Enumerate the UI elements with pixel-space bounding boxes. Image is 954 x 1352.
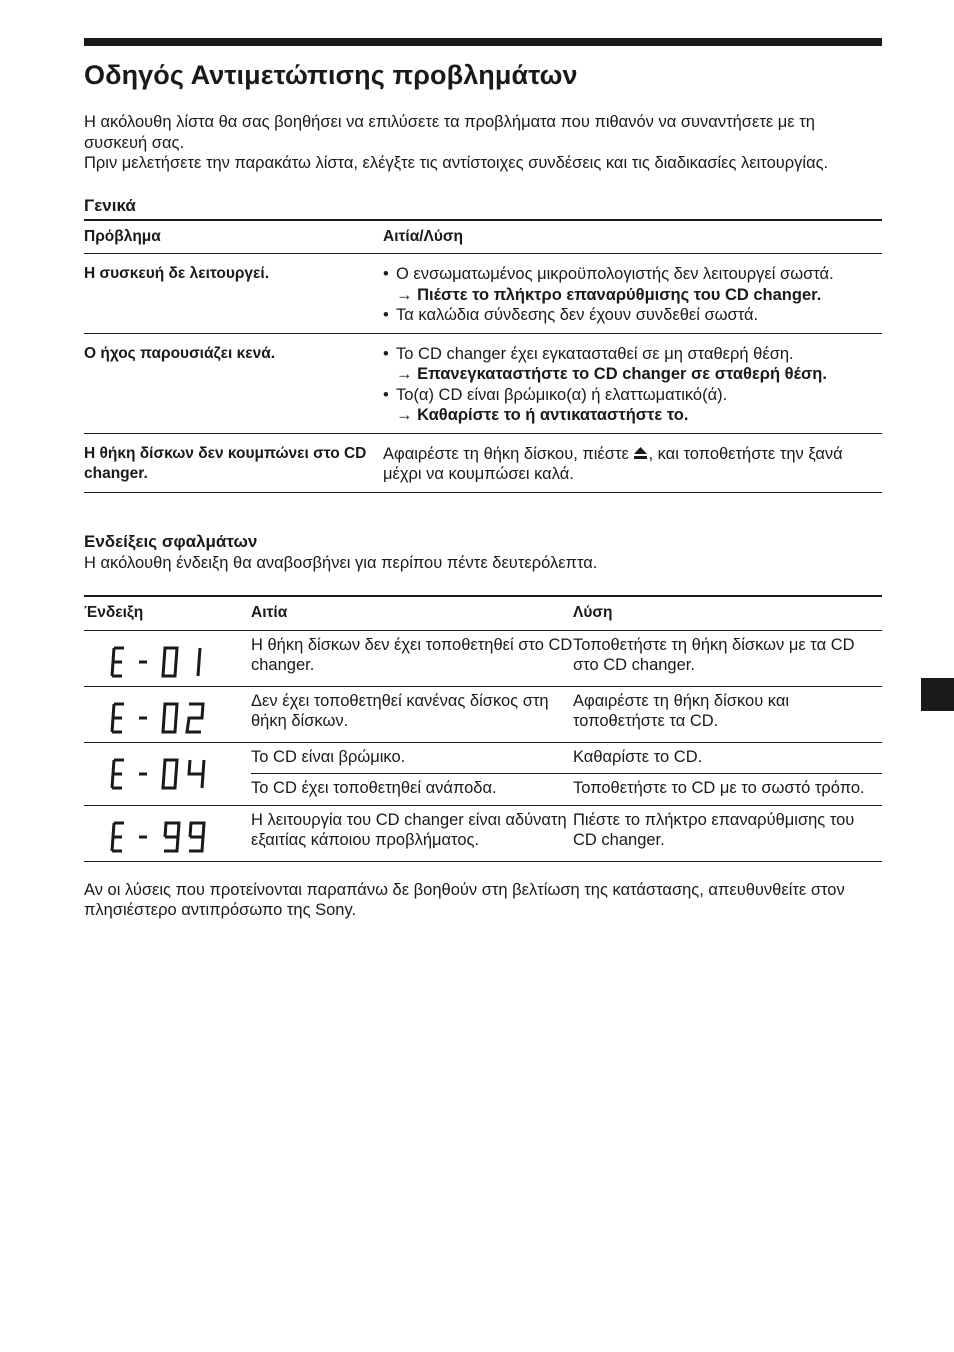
cause-cell: Η θήκη δίσκων δεν έχει τοποθετηθεί στο CD changer.: [251, 630, 573, 686]
table-row: [84, 805, 882, 861]
solution-cell: Τοποθετήστε το CD με το σωστό τρόπο.: [573, 774, 882, 806]
segment-display-e04: [109, 756, 209, 792]
remedy-line: → Επανεγκαταστήστε το CD changer σε σταθερή θέση.: [396, 365, 827, 383]
intro: [84, 112, 882, 174]
header-cause: Αιτία: [251, 596, 573, 630]
problem-cell: Ο ήχος παρουσιάζει κενά.: [84, 333, 383, 433]
errors-subtitle: Η ακόλουθη ένδειξη θα αναβοσβήνει για περίπου πέντε δευτερόλεπτα.: [84, 553, 598, 572]
bullet: •: [383, 344, 389, 363]
list-item: • Ο ενσωματωμένος μικροϋπολογιστής δεν λειτουργεί σωστά.: [383, 265, 834, 283]
segment-display-e01: [109, 644, 209, 680]
solution-cell: Αφαιρέστε τη θήκη δίσκου και τοποθετήστε τα CD.: [573, 686, 882, 742]
bullet: •: [383, 385, 389, 404]
solution-cell: [383, 254, 882, 334]
arrow-icon: →: [396, 285, 413, 304]
indication-cell: [84, 742, 251, 805]
cause-cell: Το CD έχει τοποθετηθεί ανάποδα.: [251, 774, 573, 806]
list-item: • Το(α) CD είναι βρώμικο(α) ή ελαττωματικό(ά).: [383, 385, 728, 404]
cause-cell: Η λειτουργία του CD changer είναι αδύνατη εξαιτίας κάποιου προβλήματος.: [251, 805, 573, 861]
table-row: [84, 742, 882, 774]
errors-table: [84, 595, 882, 862]
bullet: •: [383, 265, 389, 283]
problem-cell: Η συσκευή δε λειτουργεί.: [84, 254, 383, 334]
cause-cell: Το CD είναι βρώμικο.: [251, 742, 573, 774]
table-row: [84, 254, 882, 334]
indication-cell: [84, 630, 251, 686]
errors-section-title: Ενδείξεις σφαλμάτων: [84, 531, 258, 551]
header-cause-solution: Αιτία/Λύση: [383, 220, 882, 254]
title-rule: [84, 38, 882, 46]
arrow-icon: →: [396, 365, 413, 383]
solution-cell: Πιέστε το πλήκτρο επαναρύθμισης του CD changer.: [573, 805, 882, 861]
table-row: [84, 333, 882, 433]
solution-cell: Τοποθετήστε τη θήκη δίσκων με τα CD στο CD changer.: [573, 630, 882, 686]
intro-paragraph-2: Πριν μελετήσετε την παρακάτω λίστα, ελέγξτε τις αντίστοιχες συνδέσεις και τις διαδικασίες λειτουργίας.: [84, 154, 829, 172]
eject-icon: [633, 446, 648, 460]
general-table: [84, 219, 882, 493]
cause-cell: Δεν έχει τοποθετηθεί κανένας δίσκος στη θήκη δίσκων.: [251, 686, 573, 742]
segment-display-e99: [109, 819, 209, 855]
general-table-header: [84, 220, 882, 254]
problem-cell: Η θήκη δίσκων δεν κουμπώνει στο CD changer.: [84, 433, 383, 492]
list-item: • Το CD changer έχει εγκατασταθεί σε μη σταθερή θέση.: [383, 344, 794, 363]
header-solution: Λύση: [573, 596, 882, 630]
header-problem: Πρόβλημα: [84, 220, 383, 254]
bullet: •: [383, 306, 389, 324]
list-item: • Τα καλώδια σύνδεσης δεν έχουν συνδεθεί σωστά.: [383, 306, 759, 324]
solution-cell: Καθαρίστε το CD.: [573, 742, 882, 774]
header-indication: Ένδειξη: [84, 596, 251, 630]
segment-display-e02: [109, 700, 209, 736]
page: [84, 38, 882, 937]
remedy-line: → Πιέστε το πλήκτρο επαναρύθμισης του CD changer.: [396, 285, 822, 304]
indication-cell: [84, 686, 251, 742]
general-section-title: Γενικά: [84, 195, 136, 215]
side-tab-marker: [921, 678, 954, 711]
table-row: [84, 630, 882, 686]
table-row: [84, 433, 882, 492]
solution-cell: Αφαιρέστε τη θήκη δίσκου, πιέστε , και τοποθετήστε την ξανά μέχρι να κουμπώσει καλά.: [383, 433, 882, 492]
arrow-icon: →: [396, 406, 413, 424]
page-title: Οδηγός Αντιμετώπισης προβλημάτων: [84, 60, 578, 90]
footer-note: Αν οι λύσεις που προτείνονται παραπάνω δε βοηθούν στη βελτίωση της κατάστασης, απευθυνθείτε στον πλησιέστερο αντιπρόσωπο της Sony.: [84, 880, 845, 919]
table-row: [84, 686, 882, 742]
solution-cell: [383, 333, 882, 433]
intro-paragraph-1: Η ακόλουθη λίστα θα σας βοηθήσει να επιλύσετε τα προβλήματα που πιθανόν να συναντήσετε με τη συσκευή σας.: [84, 113, 815, 152]
remedy-line: → Καθαρίστε το ή αντικαταστήστε το.: [396, 406, 689, 424]
errors-table-header: [84, 596, 882, 630]
indication-cell: [84, 805, 251, 861]
